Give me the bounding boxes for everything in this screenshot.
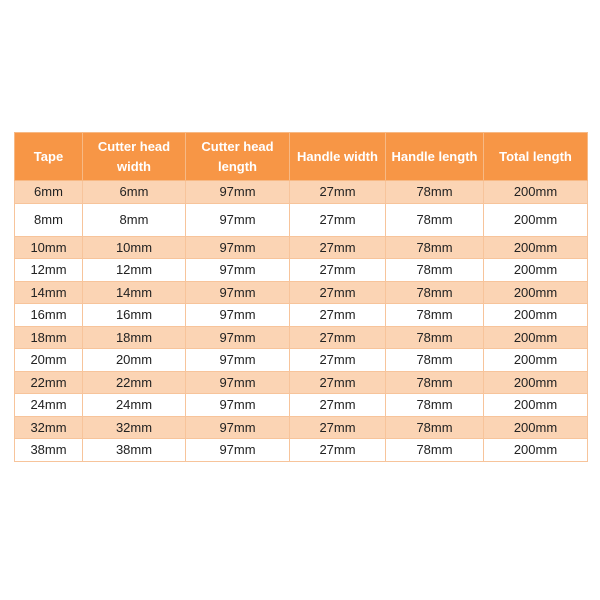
cell-cutter-head-length: 97mm — [186, 203, 290, 236]
size-table — [14, 132, 588, 462]
header-handle-length: Handle length — [386, 133, 484, 181]
cell-handle-length: 78mm — [386, 349, 484, 372]
cell-cutter-head-width: 24mm — [83, 394, 186, 417]
cell-handle-length: 78mm — [386, 236, 484, 259]
header-handle-width: Handle width — [290, 133, 386, 181]
cell-handle-width: 27mm — [290, 304, 386, 327]
cell-handle-length: 78mm — [386, 371, 484, 394]
cell-cutter-head-width: 32mm — [83, 416, 186, 439]
cell-tape: 38mm — [15, 439, 83, 462]
cell-handle-width: 27mm — [290, 371, 386, 394]
cell-tape: 6mm — [15, 181, 83, 204]
cell-handle-width: 27mm — [290, 439, 386, 462]
cell-cutter-head-width: 22mm — [83, 371, 186, 394]
table-row — [15, 326, 588, 349]
cell-cutter-head-width: 14mm — [83, 281, 186, 304]
cell-handle-length: 78mm — [386, 181, 484, 204]
cell-handle-width: 27mm — [290, 259, 386, 282]
cell-cutter-head-width: 38mm — [83, 439, 186, 462]
table-row — [15, 394, 588, 417]
cell-handle-length: 78mm — [386, 203, 484, 236]
header-cutter-head-width: Cutter head width — [83, 133, 186, 181]
cell-cutter-head-length: 97mm — [186, 236, 290, 259]
cell-handle-width: 27mm — [290, 203, 386, 236]
cell-cutter-head-length: 97mm — [186, 326, 290, 349]
cell-handle-length: 78mm — [386, 416, 484, 439]
cell-total-length: 200mm — [484, 281, 588, 304]
size-table-container — [14, 132, 587, 462]
table-row — [15, 416, 588, 439]
cell-total-length: 200mm — [484, 416, 588, 439]
cell-handle-width: 27mm — [290, 326, 386, 349]
cell-handle-width: 27mm — [290, 349, 386, 372]
table-row — [15, 203, 588, 236]
cell-cutter-head-length: 97mm — [186, 394, 290, 417]
cell-tape: 24mm — [15, 394, 83, 417]
table-row — [15, 259, 588, 282]
cell-total-length: 200mm — [484, 371, 588, 394]
cell-total-length: 200mm — [484, 203, 588, 236]
cell-tape: 10mm — [15, 236, 83, 259]
cell-tape: 12mm — [15, 259, 83, 282]
table-row — [15, 181, 588, 204]
cell-handle-length: 78mm — [386, 304, 484, 327]
table-row — [15, 371, 588, 394]
table-row — [15, 304, 588, 327]
cell-total-length: 200mm — [484, 349, 588, 372]
cell-cutter-head-width: 16mm — [83, 304, 186, 327]
header-row — [15, 133, 588, 181]
cell-cutter-head-length: 97mm — [186, 439, 290, 462]
cell-handle-width: 27mm — [290, 281, 386, 304]
cell-total-length: 200mm — [484, 181, 588, 204]
cell-handle-length: 78mm — [386, 439, 484, 462]
header-cutter-head-length: Cutter head length — [186, 133, 290, 181]
cell-handle-width: 27mm — [290, 416, 386, 439]
cell-handle-length: 78mm — [386, 326, 484, 349]
cell-cutter-head-length: 97mm — [186, 259, 290, 282]
cell-total-length: 200mm — [484, 326, 588, 349]
cell-tape: 8mm — [15, 203, 83, 236]
cell-cutter-head-length: 97mm — [186, 181, 290, 204]
cell-tape: 14mm — [15, 281, 83, 304]
cell-cutter-head-width: 8mm — [83, 203, 186, 236]
cell-tape: 32mm — [15, 416, 83, 439]
cell-total-length: 200mm — [484, 259, 588, 282]
cell-total-length: 200mm — [484, 236, 588, 259]
cell-cutter-head-width: 12mm — [83, 259, 186, 282]
cell-total-length: 200mm — [484, 394, 588, 417]
cell-cutter-head-length: 97mm — [186, 304, 290, 327]
cell-cutter-head-width: 18mm — [83, 326, 186, 349]
cell-handle-width: 27mm — [290, 181, 386, 204]
header-total-length: Total length — [484, 133, 588, 181]
table-row — [15, 349, 588, 372]
cell-total-length: 200mm — [484, 439, 588, 462]
cell-cutter-head-width: 10mm — [83, 236, 186, 259]
cell-cutter-head-width: 6mm — [83, 181, 186, 204]
cell-cutter-head-length: 97mm — [186, 371, 290, 394]
cell-tape: 16mm — [15, 304, 83, 327]
cell-handle-length: 78mm — [386, 259, 484, 282]
cell-handle-width: 27mm — [290, 394, 386, 417]
cell-tape: 22mm — [15, 371, 83, 394]
table-body — [15, 181, 588, 462]
cell-cutter-head-length: 97mm — [186, 349, 290, 372]
table-row — [15, 236, 588, 259]
cell-handle-length: 78mm — [386, 281, 484, 304]
cell-cutter-head-length: 97mm — [186, 281, 290, 304]
cell-cutter-head-length: 97mm — [186, 416, 290, 439]
cell-cutter-head-width: 20mm — [83, 349, 186, 372]
table-row — [15, 281, 588, 304]
cell-handle-length: 78mm — [386, 394, 484, 417]
cell-total-length: 200mm — [484, 304, 588, 327]
cell-tape: 18mm — [15, 326, 83, 349]
header-tape: Tape — [15, 133, 83, 181]
table-row — [15, 439, 588, 462]
cell-tape: 20mm — [15, 349, 83, 372]
cell-handle-width: 27mm — [290, 236, 386, 259]
